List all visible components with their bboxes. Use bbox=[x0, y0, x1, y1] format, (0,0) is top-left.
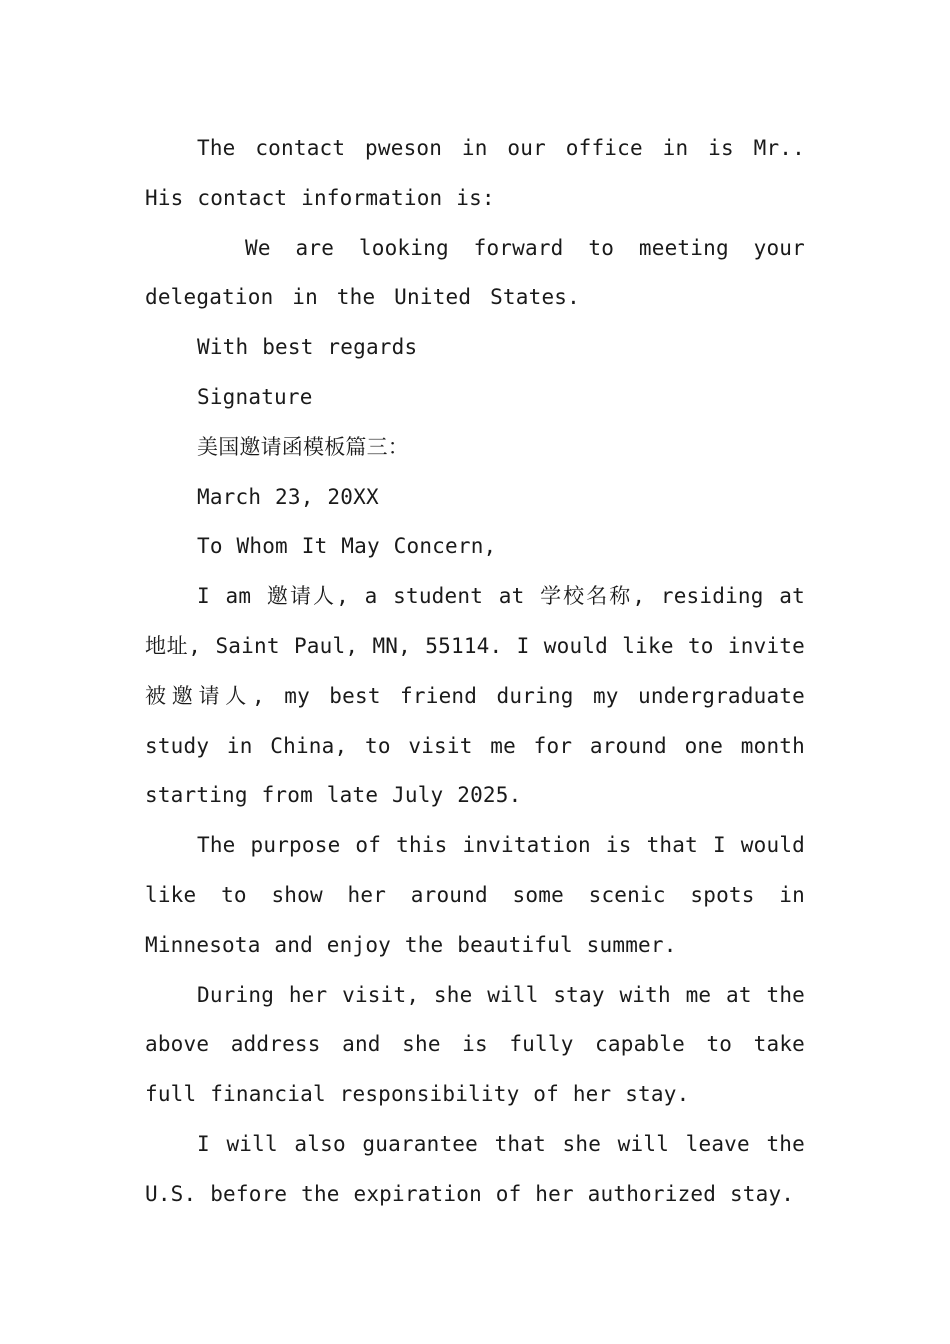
paragraph-looking-forward: We are looking forward to meeting your delegation in the United States. bbox=[145, 235, 805, 310]
letter-salutation: To Whom It May Concern, bbox=[197, 534, 497, 559]
section-heading: 美国邀请函模板篇三： bbox=[197, 434, 409, 459]
paragraph-purpose: The purpose of this invitation is that I would like to show her around some scenic spots in Minnesota and enjoy the beautiful summer. bbox=[145, 833, 805, 957]
paragraph-contact-person: The contact pweson in our office in is Mr.. His contact information is: bbox=[145, 136, 805, 210]
paragraph-stay: During her visit, she will stay with me at the above address and she is fully capable to take full financial responsibility of her stay. bbox=[145, 982, 805, 1107]
paragraph-closing: With best regards bbox=[197, 335, 418, 360]
letter-date: March 23, 20XX bbox=[197, 484, 379, 509]
document-body bbox=[145, 124, 805, 1220]
paragraph-invitation: I am 邀请人, a student at 学校名称, residing at 地址, Saint Paul, MN, 55114. I would like to invite 被邀请人, my best friend during my undergraduate study in China, to visit me for around one month starting from late July 2025. bbox=[145, 584, 805, 808]
paragraph-guarantee: I will also guarantee that she will leave the U.S. before the expiration of her authorized stay. bbox=[145, 1131, 805, 1206]
paragraph-signature: Signature bbox=[197, 384, 313, 409]
